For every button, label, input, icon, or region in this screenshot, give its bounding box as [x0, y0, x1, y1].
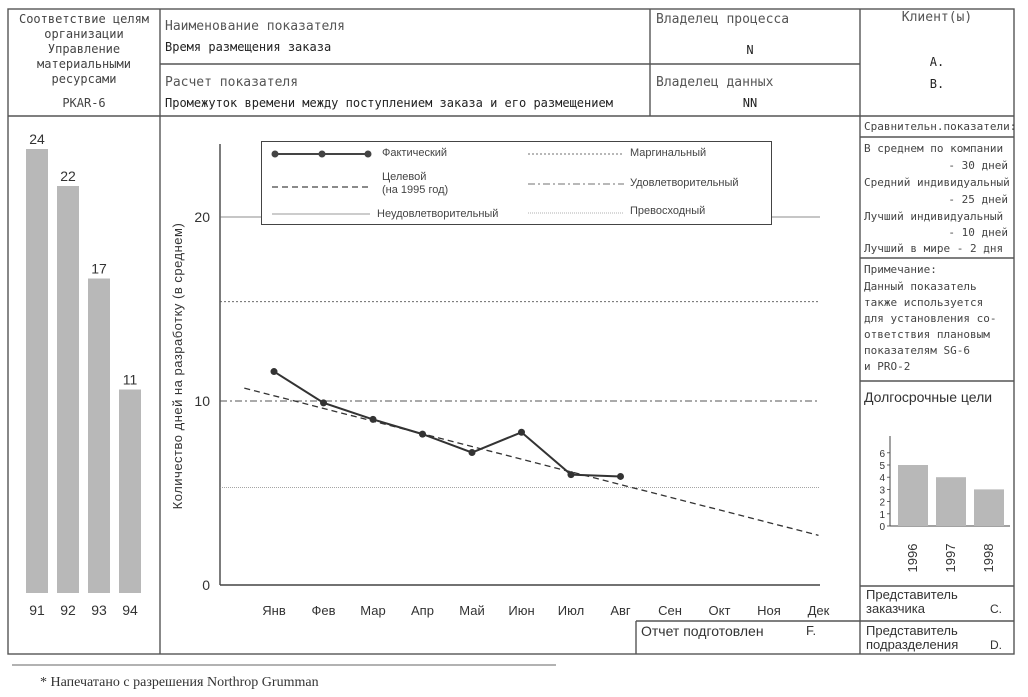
client-a: A. — [929, 55, 945, 69]
process-owner-value: N — [746, 43, 754, 57]
customer-rep-value: C. — [990, 602, 1002, 616]
longterm-bar — [936, 477, 966, 526]
target-line — [244, 388, 818, 535]
x-tick-label: Июн — [508, 603, 535, 618]
longterm-tick-label: 2 — [879, 497, 885, 509]
benchmark-line-2: - 30 дней — [948, 159, 1008, 172]
benchmark-line-6: - 10 дней — [948, 226, 1008, 239]
x-tick-label: Мар — [360, 603, 386, 618]
legend-excellent: Превосходный — [630, 205, 706, 217]
footnote: * Напечатано с разрешения Northrop Grumman — [40, 675, 319, 690]
customer-rep-label: Представитель заказчика — [866, 587, 958, 616]
x-tick-label: Дек — [807, 603, 830, 618]
process-owner-label: Владелец процесса — [656, 12, 790, 27]
note-line-4: ответствия плановым — [864, 328, 990, 341]
history-bar-chart — [8, 116, 160, 626]
benchmark-line-4: - 25 дней — [948, 193, 1008, 206]
indicator-calc-label: Расчет показателя — [165, 75, 299, 90]
legend-target-1: Целевой — [382, 171, 427, 183]
history-bar-value: 22 — [60, 168, 76, 184]
y-tick-label: 0 — [202, 577, 210, 593]
history-bar — [119, 390, 141, 594]
history-year-label: 93 — [91, 602, 107, 618]
chart-legend — [261, 141, 772, 225]
clients-label: Клиент(ы) — [901, 10, 973, 25]
history-bar-value: 11 — [122, 371, 138, 388]
actual-series-point — [271, 368, 278, 375]
data-owner-label: Владелец данных — [656, 75, 774, 90]
actual-series-point — [568, 471, 575, 478]
benchmark-line-7: Лучший в мире - 2 дня — [864, 242, 1004, 255]
longterm-tick-label: 3 — [879, 485, 885, 497]
prepared-value: F. — [806, 623, 817, 638]
client-b: B. — [929, 77, 945, 91]
benchmark-line-1: В среднем по компании — [864, 142, 1004, 155]
unit-rep-label: Представитель подразделения — [866, 623, 959, 652]
x-tick-label: Окт — [708, 603, 731, 618]
history-year-label: 94 — [122, 602, 138, 618]
org-goals-area: Управление материальными ресурсами — [37, 42, 131, 86]
y-axis-label: Количество дней на разработку (в среднем) — [170, 222, 185, 510]
legend-unsatisfactory: Неудовлетворительный — [377, 208, 499, 220]
longterm-year-label: 1996 — [905, 543, 920, 573]
actual-series-point — [518, 429, 525, 436]
longterm-year-label: 1997 — [943, 543, 958, 573]
note-line-1: Данный показатель — [864, 280, 977, 293]
history-bar-value: 17 — [91, 260, 107, 277]
longterm-tick-label: 0 — [879, 522, 885, 533]
history-bar — [57, 186, 79, 593]
note-title: Примечание: — [864, 263, 937, 276]
history-bar — [26, 149, 48, 593]
note-line-6: и PRO-2 — [864, 360, 911, 373]
prepared-label: Отчет подготовлен — [641, 623, 764, 639]
benchmark-line-3: Средний индивидуальный — [864, 176, 1010, 189]
x-tick-label: Янв — [262, 603, 286, 618]
x-tick-label: Май — [459, 603, 485, 618]
longterm-bar — [974, 489, 1004, 526]
actual-series-line — [274, 372, 621, 477]
unit-rep-value: D. — [990, 638, 1002, 652]
longterm-tick-label: 4 — [879, 473, 885, 485]
actual-series-point — [617, 473, 624, 480]
x-tick-label: Авг — [610, 603, 631, 618]
longterm-year-label: 1998 — [981, 543, 996, 573]
actual-series-point — [370, 416, 377, 423]
history-year-label: 91 — [29, 602, 45, 618]
actual-series-point — [419, 431, 426, 438]
x-tick-label: Фев — [311, 603, 336, 618]
legend-satisfactory: Удовлетворительный — [630, 177, 739, 189]
indicator-calc-value: Промежуток времени между поступлением заказа и его размещением — [165, 96, 613, 110]
x-tick-label: Апр — [411, 603, 434, 618]
actual-series-point — [320, 399, 327, 406]
note-line-2: также используется — [864, 296, 984, 309]
note-line-3: для установления со- — [864, 312, 997, 325]
longterm-bar-chart — [860, 420, 1014, 586]
longterm-tick-label: 5 — [879, 461, 885, 472]
y-tick-label: 20 — [194, 209, 210, 225]
benchmarks-title: Сравнительн.показатели: — [864, 120, 1017, 133]
data-owner-value: NN — [742, 96, 758, 110]
x-tick-label: Сен — [658, 603, 682, 618]
indicator-name-label: Наименование показателя — [165, 19, 346, 34]
y-tick-label: 10 — [194, 393, 210, 409]
x-tick-label: Ноя — [757, 603, 781, 618]
x-tick-label: Июл — [557, 603, 585, 618]
actual-series-point — [469, 449, 476, 456]
history-bar-value: 24 — [29, 131, 45, 147]
history-year-label: 92 — [60, 602, 76, 618]
org-goals-title: Соответствие целям организации — [18, 12, 150, 41]
longterm-tick-label: 1 — [879, 509, 885, 521]
longterm-title: Долгосрочные цели — [864, 389, 993, 405]
legend-marginal: Маргинальный — [630, 147, 707, 159]
legend-actual: Фактический — [382, 147, 448, 159]
longterm-bar — [898, 465, 928, 526]
history-bar — [88, 279, 110, 594]
org-goals-code: PKAR-6 — [62, 96, 106, 110]
legend-target-2: (на 1995 год) — [382, 184, 449, 196]
indicator-name-value: Время размещения заказа — [165, 40, 332, 54]
benchmark-line-5: Лучший индивидуальный — [864, 210, 1004, 223]
note-line-5: показателям SG-6 — [864, 344, 970, 357]
longterm-tick-label: 6 — [879, 448, 885, 460]
